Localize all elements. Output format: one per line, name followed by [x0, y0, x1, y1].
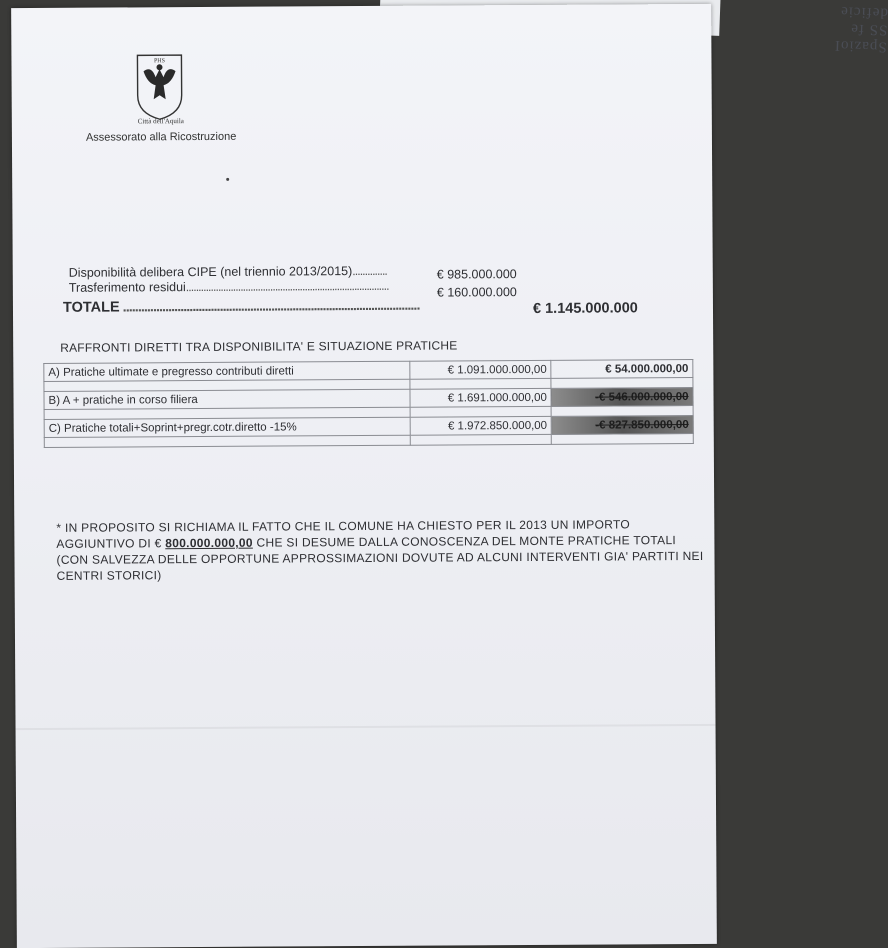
footnote-amount: 800.000.000,00 — [165, 535, 253, 551]
row-value: € 1.972.850.000,00 — [410, 416, 552, 435]
document-page — [11, 4, 717, 948]
stray-dot — [226, 178, 229, 181]
summary-amount-cipe: € 985.000.000 — [436, 267, 517, 282]
leader-dots: .................................................................................................. — [119, 297, 420, 316]
row-label: C) Pratiche totali+Soprint+pregr.cotr.diretto -15% — [44, 417, 410, 437]
footnote-text-part2: CHE SI DESUME DALLA CONOSCENZA DEL MONTE PRATICHE TOTALI (CON SALVEZZA DELLE OPPORTUNE APPROSSIMAZIONI DOVUTE AD ALCUNI INTERVENTI GIA' PARTITI NEI CENTRI STORICI) — [56, 533, 704, 583]
summary-row-label: Trasferimento residui — [68, 280, 186, 295]
summary-row-cipe — [69, 264, 387, 280]
row-difference-negative: -€ 827.850.000,00 — [551, 415, 693, 434]
department-name: Assessorato alla Ricostruzione — [85, 130, 237, 144]
summary-amount-residui: € 160.000.000 — [436, 285, 517, 300]
row-difference: € 54.000.000,00 — [551, 359, 693, 378]
leader-dots: .............. — [352, 263, 387, 279]
summary-row-label: Disponibilità delibera CIPE (nel triennio 2013/2015) — [68, 264, 353, 280]
city-crest-logo — [133, 51, 185, 121]
row-value: € 1.691.000.000,00 — [410, 388, 552, 407]
comparison-table — [43, 359, 694, 448]
summary-row-residui — [69, 279, 389, 295]
leader-dots: .................................................................................. — [185, 278, 389, 295]
total-label: TOTALE — [62, 299, 120, 316]
crest-text: PHS — [153, 58, 165, 65]
footnote — [56, 516, 706, 584]
background-paper-text: SpazioI SS fe deficie — [833, 3, 888, 55]
total-amount: € 1.145.000.000 — [532, 300, 638, 317]
footnote-text-part1: * IN PROPOSITO SI RICHIAMA IL FATTO CHE IL COMUNE HA CHIESTO PER IL 2013 UN IMPORTO AGGIUNTIVO DI € — [56, 517, 631, 551]
row-value: € 1.091.000.000,00 — [410, 360, 552, 379]
paper-fold — [16, 724, 716, 730]
summary-total-row — [63, 298, 420, 316]
row-label: A) Pratiche ultimate e pregresso contributi diretti — [44, 361, 410, 381]
row-label: B) A + pratiche in corso filiera — [44, 389, 410, 409]
logo-caption: Città dell'Aquila — [137, 117, 184, 126]
comparison-title: RAFFRONTI DIRETTI TRA DISPONIBILITA' E SITUAZIONE PRATICHE — [60, 338, 458, 355]
row-difference-negative: -€ 546.000.000,00 — [551, 387, 693, 406]
